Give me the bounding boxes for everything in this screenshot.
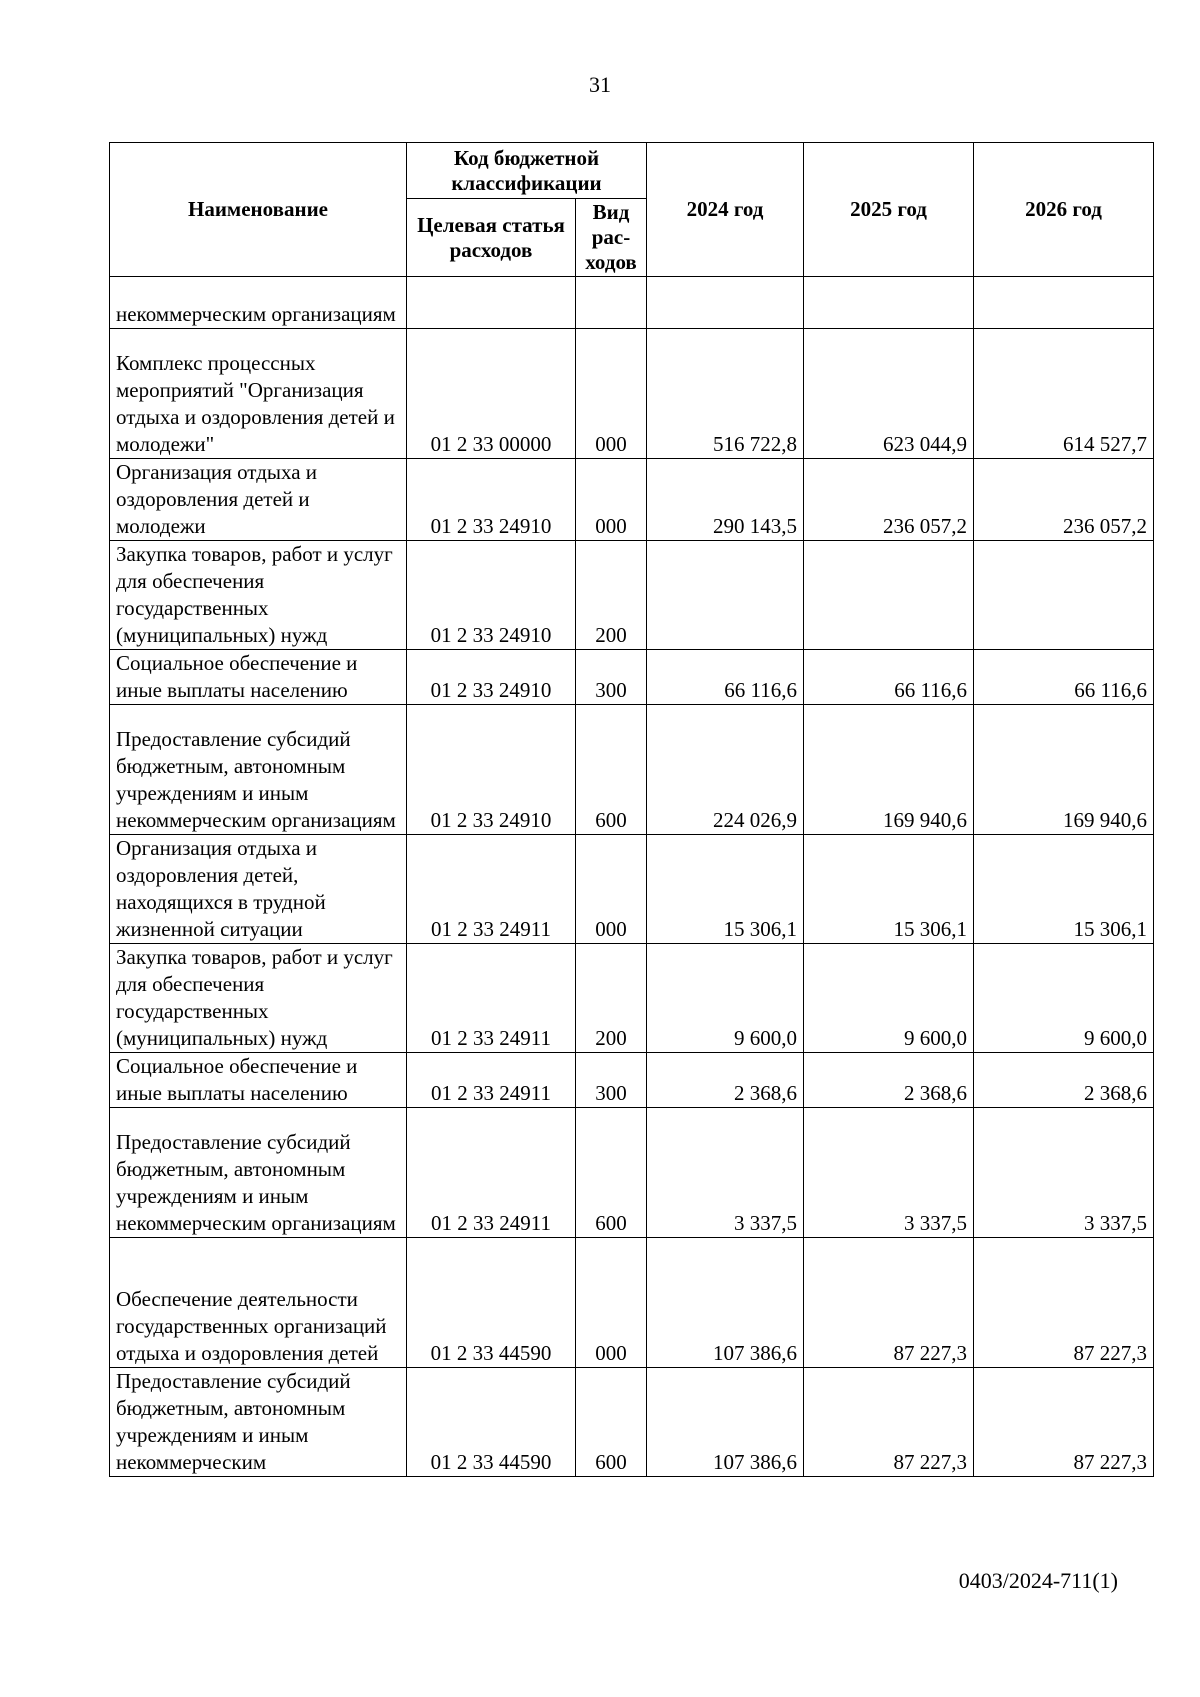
row-name: Социальное обеспечение и иные выплаты населению [110, 650, 407, 705]
table-row [110, 1238, 1154, 1368]
row-amount-2024: 107 386,6 [647, 1238, 804, 1368]
row-target-article: 01 2 33 24910 [407, 541, 576, 650]
row-name: Предоставление субсидий бюджетным, автономным учреждениям и иным некоммерческим организациям [110, 1108, 407, 1238]
row-amount-2026: 87 227,3 [974, 1238, 1154, 1368]
header-target-article: Целевая статья расходов [407, 199, 576, 277]
header-expense-type: Вид рас-ходов [576, 199, 647, 277]
row-name: Организация отдыха и оздоровления детей, находящихся в трудной жизненной ситуации [110, 835, 407, 944]
row-target-article: 01 2 33 24911 [407, 1053, 576, 1108]
row-amount-2024: 15 306,1 [647, 835, 804, 944]
row-target-article [407, 277, 576, 329]
table-row [110, 650, 1154, 705]
table-row [110, 1053, 1154, 1108]
table-row [110, 944, 1154, 1053]
row-amount-2026: 169 940,6 [974, 705, 1154, 835]
row-target-article: 01 2 33 44590 [407, 1238, 576, 1368]
row-expense-type [576, 277, 647, 329]
header-year-2026: 2026 год [974, 143, 1154, 277]
row-expense-type: 000 [576, 459, 647, 541]
row-amount-2025: 15 306,1 [804, 835, 974, 944]
row-expense-type: 300 [576, 1053, 647, 1108]
row-amount-2024: 107 386,6 [647, 1368, 804, 1477]
table-row [110, 277, 1154, 329]
row-name: Организация отдыха и оздоровления детей и молодежи [110, 459, 407, 541]
row-target-article: 01 2 33 24910 [407, 459, 576, 541]
budget-table [109, 142, 1154, 1477]
row-amount-2024: 2 368,6 [647, 1053, 804, 1108]
row-target-article: 01 2 33 44590 [407, 1368, 576, 1477]
header-name: Наименование [110, 143, 407, 277]
row-expense-type: 000 [576, 835, 647, 944]
page-number: 31 [589, 72, 611, 97]
row-name: Обеспечение деятельности государственных организаций отдыха и оздоровления детей [110, 1238, 407, 1368]
table-row [110, 705, 1154, 835]
table-body [110, 277, 1154, 1477]
row-amount-2024: 516 722,8 [647, 329, 804, 459]
row-expense-type: 300 [576, 650, 647, 705]
row-amount-2026: 236 057,2 [974, 459, 1154, 541]
row-amount-2026: 87 227,3 [974, 1368, 1154, 1477]
row-expense-type: 000 [576, 329, 647, 459]
header-budget-code: Код бюджетной классификации [407, 143, 647, 199]
row-amount-2026 [974, 541, 1154, 650]
row-name: Комплекс процессных мероприятий "Организация отдыха и оздоровления детей и молодежи" [110, 329, 407, 459]
row-name: Закупка товаров, работ и услуг для обеспечения государственных (муниципальных) нужд [110, 944, 407, 1053]
row-amount-2025: 2 368,6 [804, 1053, 974, 1108]
row-target-article: 01 2 33 24910 [407, 705, 576, 835]
table-row [110, 541, 1154, 650]
table-row [110, 329, 1154, 459]
row-amount-2024: 66 116,6 [647, 650, 804, 705]
row-name: Социальное обеспечение и иные выплаты населению [110, 1053, 407, 1108]
row-amount-2024: 290 143,5 [647, 459, 804, 541]
table-row [110, 1368, 1154, 1477]
row-amount-2025 [804, 541, 974, 650]
row-amount-2026: 9 600,0 [974, 944, 1154, 1053]
row-target-article: 01 2 33 24910 [407, 650, 576, 705]
row-name: Предоставление субсидий бюджетным, автономным учреждениям и иным некоммерческим организациям [110, 705, 407, 835]
table-header [110, 143, 1154, 277]
row-amount-2025: 169 940,6 [804, 705, 974, 835]
row-amount-2025: 87 227,3 [804, 1238, 974, 1368]
row-amount-2024: 224 026,9 [647, 705, 804, 835]
table-row [110, 835, 1154, 944]
row-amount-2026: 3 337,5 [974, 1108, 1154, 1238]
row-amount-2026: 66 116,6 [974, 650, 1154, 705]
table-row [110, 1108, 1154, 1238]
row-amount-2024 [647, 541, 804, 650]
row-expense-type: 600 [576, 705, 647, 835]
row-amount-2025: 66 116,6 [804, 650, 974, 705]
row-expense-type: 000 [576, 1238, 647, 1368]
row-amount-2024: 9 600,0 [647, 944, 804, 1053]
row-amount-2026: 614 527,7 [974, 329, 1154, 459]
header-year-2024: 2024 год [647, 143, 804, 277]
row-amount-2026 [974, 277, 1154, 329]
row-name: Закупка товаров, работ и услуг для обеспечения государственных (муниципальных) нужд [110, 541, 407, 650]
row-amount-2025: 623 044,9 [804, 329, 974, 459]
row-expense-type: 200 [576, 944, 647, 1053]
row-target-article: 01 2 33 00000 [407, 329, 576, 459]
row-target-article: 01 2 33 24911 [407, 944, 576, 1053]
table-row [110, 459, 1154, 541]
row-target-article: 01 2 33 24911 [407, 1108, 576, 1238]
row-name: некоммерческим организациям [110, 277, 407, 329]
row-expense-type: 200 [576, 541, 647, 650]
row-amount-2025: 9 600,0 [804, 944, 974, 1053]
row-amount-2026: 2 368,6 [974, 1053, 1154, 1108]
row-amount-2025: 236 057,2 [804, 459, 974, 541]
row-expense-type: 600 [576, 1368, 647, 1477]
row-target-article: 01 2 33 24911 [407, 835, 576, 944]
row-amount-2024: 3 337,5 [647, 1108, 804, 1238]
document-code: 0403/2024-711(1) [958, 1568, 1118, 1593]
row-amount-2025: 3 337,5 [804, 1108, 974, 1238]
row-expense-type: 600 [576, 1108, 647, 1238]
row-amount-2024 [647, 277, 804, 329]
row-amount-2026: 15 306,1 [974, 835, 1154, 944]
header-year-2025: 2025 год [804, 143, 974, 277]
row-name: Предоставление субсидий бюджетным, автономным учреждениям и иным некоммерческим [110, 1368, 407, 1477]
row-amount-2025: 87 227,3 [804, 1368, 974, 1477]
row-amount-2025 [804, 277, 974, 329]
